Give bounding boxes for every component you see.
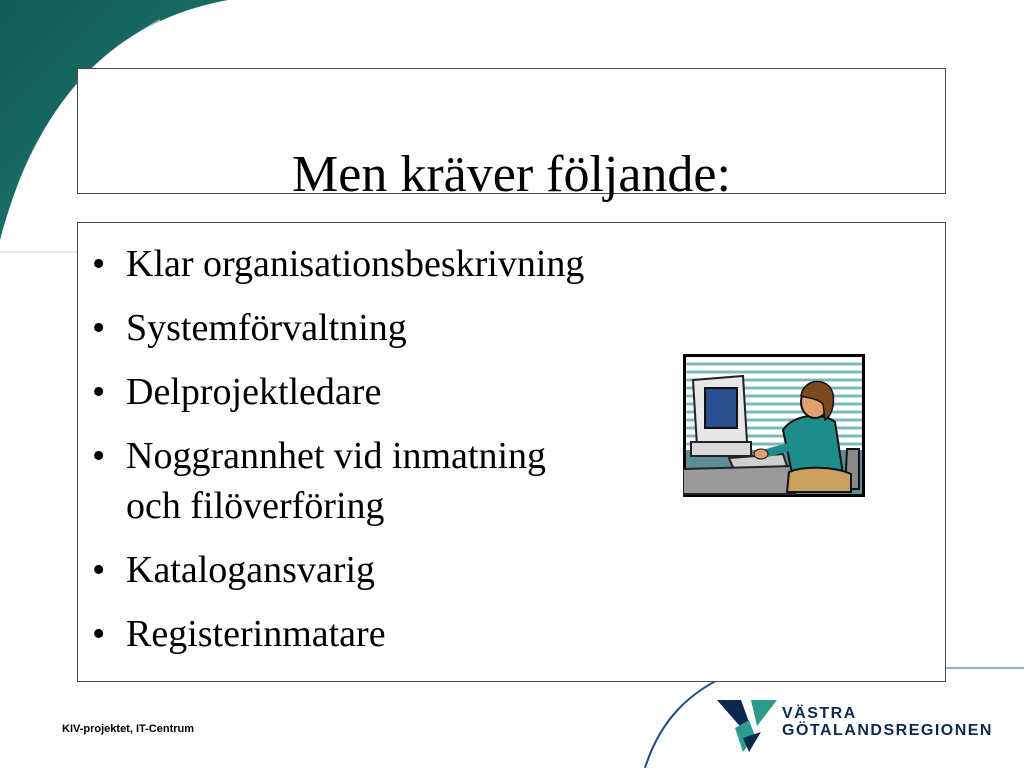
bullet-item (86, 239, 584, 289)
footer-text: KIV-projektet, IT-Centrum (62, 723, 195, 735)
bullet-item (86, 545, 584, 595)
bullet-text: • Systemförvaltning (126, 307, 407, 349)
bullet-text: • Registerinmatare (126, 613, 386, 655)
vgregion-logo-text (782, 705, 993, 739)
title-box (77, 68, 946, 203)
bullet-item (86, 431, 584, 531)
vgregion-logo-mark-icon (715, 698, 779, 754)
logo-line-1: VÄSTRA (782, 705, 857, 722)
bullet-item (86, 609, 584, 659)
person-at-computer-icon (683, 354, 865, 497)
bullet-text-continuation: och filöverföring (126, 485, 385, 527)
bullet-item (86, 367, 584, 417)
bullet-text: • Noggrannhet vid inmatning (126, 435, 547, 477)
bullet-item (86, 303, 584, 353)
slide-title: Men kräver följande: (292, 146, 731, 203)
bullet-text: • Katalogansvarig (126, 549, 376, 591)
bullet-list (86, 239, 584, 673)
bullet-text: • Delprojektledare (126, 371, 382, 413)
logo-line-2: GÖTALANDSREGIONEN (782, 722, 993, 739)
bullet-text: • Klar organisationsbeskrivning (126, 243, 585, 285)
